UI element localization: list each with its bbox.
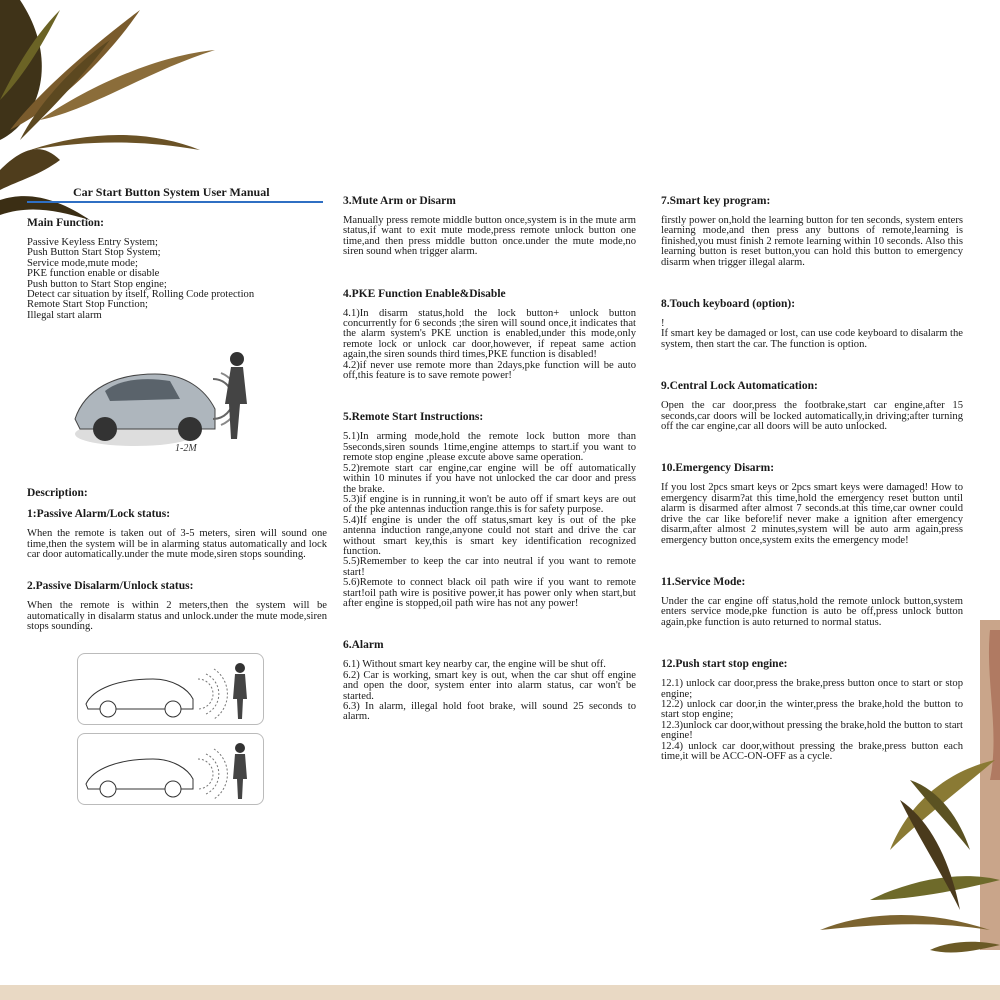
section-text: When the remote is taken out of 3-5 meters, siren will sound one time,then the system will be in alarming status automatically and lock car door automatically.under the mute mode,siren stops sounding.: [27, 528, 327, 561]
section-5: [343, 411, 636, 609]
section-heading: 5.Remote Start Instructions:: [343, 411, 484, 424]
car-illustration-icon: [65, 329, 260, 459]
section-heading: 9.Central Lock Automatication:: [661, 380, 818, 393]
section-2: [27, 580, 327, 632]
feature-item: PKE function enable or disable: [27, 268, 160, 280]
section-text: Manually press remote middle button once,system is in the mute arm status,if want to exit mute mode,press remote unlock button one time,and then press middle button once.under the mute mode,no siren sound when trigger alarm.: [343, 215, 636, 258]
feature-item: Remote Start Stop Function;: [27, 299, 148, 311]
section-text: Under the car engine off status,hold the remote unlock button,system enters service mode,pke function is auto be off,press unlock button again,pke function is auto returned to normal status.: [661, 595, 963, 628]
section-heading: 7.Smart key program:: [661, 195, 771, 207]
section-11: [661, 576, 963, 628]
feature-item: Push Button Start Stop System;: [27, 247, 161, 259]
description-heading: Description:: [27, 487, 88, 500]
feature-item: Service mode,mute mode;: [27, 257, 138, 269]
car-illustration: [65, 329, 260, 459]
feature-list: [27, 238, 327, 321]
feature-item: Illegal start alarm: [27, 309, 102, 321]
section-9: [661, 380, 963, 432]
section-text: Open the car door,press the footbrake,start car engine,after 15 seconds,car doors will be locked automatically,in driving;after turning off the car engine,car all doors will be auto unlocked.: [661, 400, 963, 433]
column-1: [27, 185, 327, 813]
section-text: If you lost 2pcs smart keys or 2pcs smart keys were damaged! How to emergency disarm?at this time,hold the emergency reset button until alarm is disarmed after almost 7 seconds.at this time,car owner could drive the car like before!if never make a ignition after emergency disarm,after almost 2 minutes,system will be auto arm again,press emergency button once,system exits the emergency mode!: [661, 482, 963, 546]
section-text: 6.1) Without smart key nearby car, the engine will be shut off. 6.2) Car is working, smart key is out, when the car shut off engine and open the door, system enter into alarm status, car won't be started. 6.3) In alarm, illegal hold foot brake, will sound 25 seconds to alarm.: [343, 659, 636, 723]
manual-title: Car Start Button System User Manual: [27, 185, 323, 203]
section-heading: 11.Service Mode:: [661, 575, 746, 588]
section-text: firstly power on,hold the learning button for ten seconds, system enters learning mode,and then press any buttons of remote,learning is finished,you must finish 2 remote learning within 10 seconds. Also this learning button is reset button,you can hold this button to emergency disarm when trigger illegal alarm.: [661, 215, 963, 268]
section-text: 12.1) unlock car door,press the brake,press button once to start or stop engine; 12.2) unlock car door,in the winter,press the brake,hold the button to start stop engine; 12.3)unlock car door,without pressing the brake,hold the button to start engine! 12.4) unlock car door,without pressing the brake,press button each time,it will be ACC-ON-OFF as a cycle.: [661, 678, 963, 762]
car-illustration-icon: [78, 734, 263, 804]
section-text: 5.1)In arming mode,hold the remote lock button more than 5seconds,siren sounds 1time,engine attemps to start.if you want to remote stop engine ,please excute above same operation. 5.2)remote start car engine,car engine will be off automatically within 10 minutes if you have not unlocked the car door and press the brake. 5.3)if engine is in running,it won't be auto off if smart keys are out of the pke antennas induction range.this is for safety purpose. 5.4)If engine is under the off status,smart key is out of the pke antenna induction range,anyone could not start and drive the car without smart key,this is smart key identification recognized function. 5.5)Remember to keep the car into neutral if you want to remote start! 5.6)Remote to connect black oil path wire if you want to remote start!oil path wire is positive power,it has power only when start,but after engine is stopped,oil path wire has not any power!: [343, 431, 636, 609]
section-1: [27, 508, 327, 560]
section-text: ! If smart key be damaged or lost, can use code keyboard to disalarm the system, then start the car. The function is option.: [661, 318, 963, 350]
section-heading: 6.Alarm: [343, 639, 384, 652]
feature-item: Passive Keyless Entry System;: [27, 237, 158, 248]
feature-item: Detect car situation by itself, Rolling Code protection: [27, 289, 255, 301]
main-function-heading: Main Function:: [27, 217, 104, 229]
section-heading: 12.Push start stop engine:: [661, 658, 788, 671]
section-heading: 1:Passive Alarm/Lock status:: [27, 508, 171, 521]
section-6: [343, 639, 636, 722]
column-2: [343, 195, 636, 753]
bottom-border: [0, 985, 1000, 1000]
section-heading: 4.PKE Function Enable&Disable: [343, 287, 506, 300]
distance-label: 1-2M: [175, 443, 197, 455]
section-7: [661, 195, 963, 268]
section-heading: 10.Emergency Disarm:: [661, 462, 775, 475]
feature-item: Push button to Start Stop engine;: [27, 278, 167, 290]
section-heading: 2.Passive Disalarm/Unlock status:: [27, 580, 194, 593]
column-3: [661, 195, 963, 792]
car-illustration-icon: [78, 654, 263, 724]
section-8: [661, 298, 963, 350]
section-3: [343, 195, 636, 258]
section-text: When the remote is within 2 meters,then the system will be automatically in disalarm status and unlock.under the mute mode,siren stops sounding.: [27, 600, 327, 633]
section-heading: 8.Touch keyboard (option):: [661, 298, 796, 311]
section-12: [661, 658, 963, 762]
section-4: [343, 288, 636, 382]
diagram-car-person-1: [77, 653, 264, 725]
diagram-car-person-2: [77, 733, 264, 805]
section-text: 4.1)In disarm status,hold the lock button+ unlock button concurrently for 6 seconds ;the siren will sound once,it indicates that the alarm system's PKE unction is enabled,under this mode,only remote lock or unlock car door,however, if repeat same action again,the siren sounds third times,PKE function is disabled! 4.2)if never use remote more than 2days,pke function will be auto off,this feature is to save remote power!: [343, 307, 636, 382]
section-10: [661, 462, 963, 545]
section-heading: 3.Mute Arm or Disarm: [343, 195, 456, 207]
